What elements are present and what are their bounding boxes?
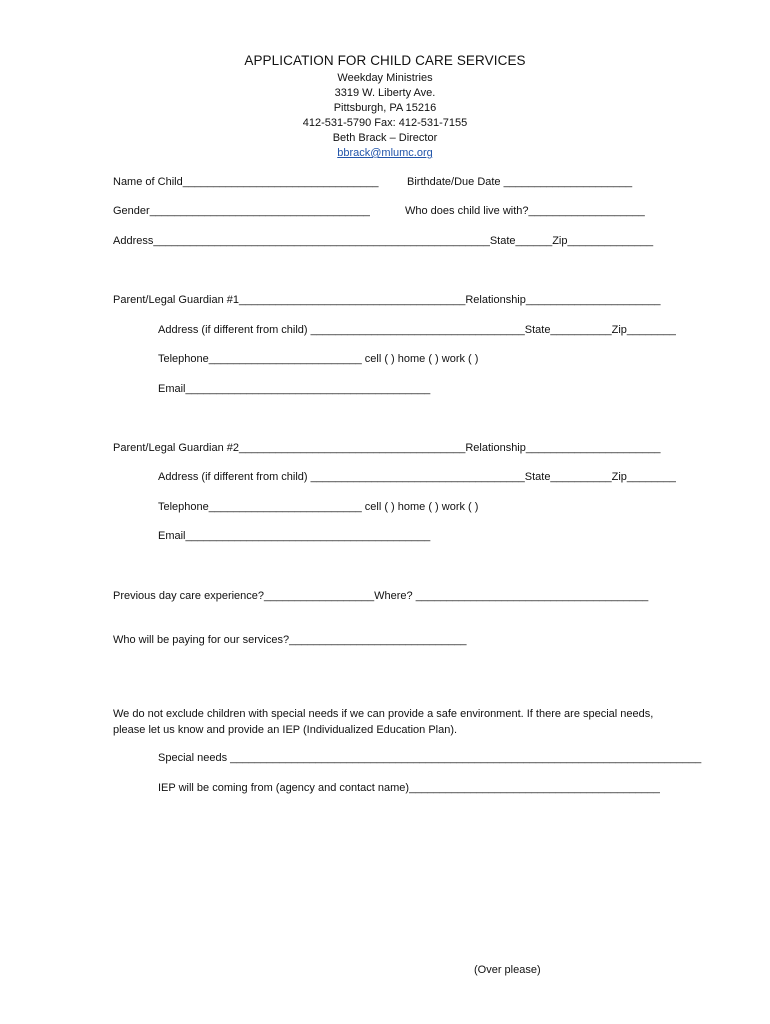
gender-field[interactable]: Gender____________________________________ <box>113 205 370 217</box>
over-please-note: (Over please) <box>474 964 541 976</box>
child-name-field[interactable]: Name of Child________________________________ <box>113 176 379 188</box>
street-address: 3319 W. Liberty Ave. <box>334 87 436 99</box>
special-needs-field[interactable]: Special needs _____________________________________________________________________________ <box>158 752 702 764</box>
iep-source-field[interactable]: IEP will be coming from (agency and contact name)_________________________________________ <box>158 782 660 794</box>
guardian1-name-field[interactable]: Parent/Legal Guardian #1_____________________________________Relationship______________________ <box>113 294 661 306</box>
guardian1-telephone-field[interactable]: Telephone_________________________ cell ( ) home ( ) work ( ) <box>158 353 479 365</box>
city-state-zip: Pittsburgh, PA 15216 <box>333 102 437 114</box>
guardian2-telephone-field[interactable]: Telephone_________________________ cell ( ) home ( ) work ( ) <box>158 501 479 513</box>
phone-fax: 412-531-5790 Fax: 412-531-7155 <box>302 117 468 129</box>
form-title: APPLICATION FOR CHILD CARE SERVICES <box>244 53 526 68</box>
lives-with-field[interactable]: Who does child live with?___________________ <box>405 205 645 217</box>
guardian1-address-field[interactable]: Address (if different from child) ___________________________________State__________Zip________ <box>158 324 676 336</box>
birthdate-field[interactable]: Birthdate/Due Date _____________________ <box>407 176 633 188</box>
organization-name: Weekday Ministries <box>337 72 433 84</box>
guardian2-name-field[interactable]: Parent/Legal Guardian #2_____________________________________Relationship______________________ <box>113 442 661 454</box>
director-email-link[interactable]: bbrack@mlumc.org <box>337 147 433 159</box>
director-email-link-row <box>0 146 770 161</box>
guardian1-email-field[interactable]: Email________________________________________ <box>158 383 431 395</box>
payer-field[interactable]: Who will be paying for our services?_____________________________ <box>113 634 467 646</box>
previous-daycare-field[interactable]: Previous day care experience?__________________Where? ______________________________________ <box>113 590 649 602</box>
guardian2-address-field[interactable]: Address (if different from child) ___________________________________State__________Zip________ <box>158 471 676 483</box>
special-needs-paragraph: We do not exclude children with special needs if we can provide a safe environment. If there are special needs, please let us know and provide an IEP (Individualized Education Plan). <box>113 708 654 736</box>
guardian2-email-field[interactable]: Email________________________________________ <box>158 530 431 542</box>
director-name: Beth Brack – Director <box>332 132 438 144</box>
child-address-field[interactable]: Address_______________________________________________________State______Zip______________ <box>113 235 654 247</box>
